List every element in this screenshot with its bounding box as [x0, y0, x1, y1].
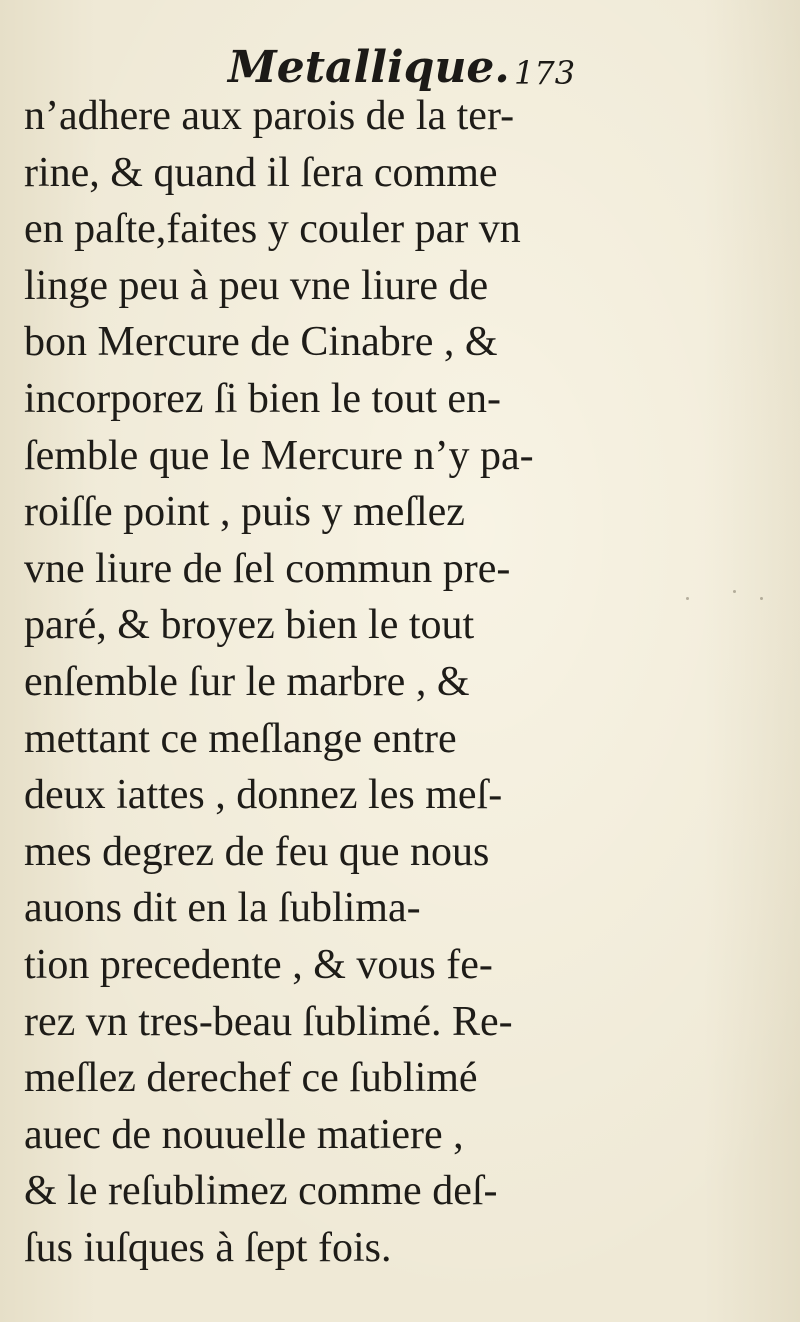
text-line: rine, & quand il ſera comme [24, 149, 498, 196]
paper-speck [733, 590, 736, 593]
text-line: deux iattes , donnez les meſ- [24, 772, 503, 819]
text-line: tion precedente , & vous fe- [24, 941, 493, 988]
page-number: 173 [514, 54, 576, 92]
text-line: ſus iuſques à ſept fois. [24, 1224, 392, 1271]
text-line: paré, & broyez bien le tout [24, 602, 475, 649]
text-line: auec de nouuelle matiere , [24, 1111, 464, 1158]
text-line: auons dit en la ſublima- [24, 885, 421, 932]
text-line: bon Mercure de Cinabre , & [24, 319, 498, 366]
text-line: n’adhere aux parois de la ter- [24, 93, 515, 139]
text-line: mettant ce meſlange entre [24, 715, 457, 762]
text-line: ſemble que le Mercure n’y pa- [24, 432, 534, 479]
running-title: Metallique. [228, 42, 510, 93]
text-line: incorporez ſi bien le tout en- [24, 375, 501, 422]
text-line: mes degrez de feu que nous [24, 828, 490, 875]
text-line: linge peu à peu vne liure de [24, 262, 489, 309]
text-line: en paſte,faites y couler par vn [24, 206, 521, 253]
text-line: enſemble ſur le marbre , & [24, 658, 470, 705]
paper-speck [760, 597, 763, 600]
paper-speck [686, 597, 689, 600]
text-line: rez vn tres-beau ſublimé. Re- [24, 998, 513, 1045]
text-line: & le reſublimez comme deſ- [24, 1168, 498, 1215]
text-line: meſlez derechef ce ſublimé [24, 1055, 478, 1102]
body-text [24, 88, 584, 1276]
text-line: vne liure de ſel commun pre- [24, 545, 511, 592]
text-line: roiſſe point , puis y meſlez [24, 489, 465, 536]
